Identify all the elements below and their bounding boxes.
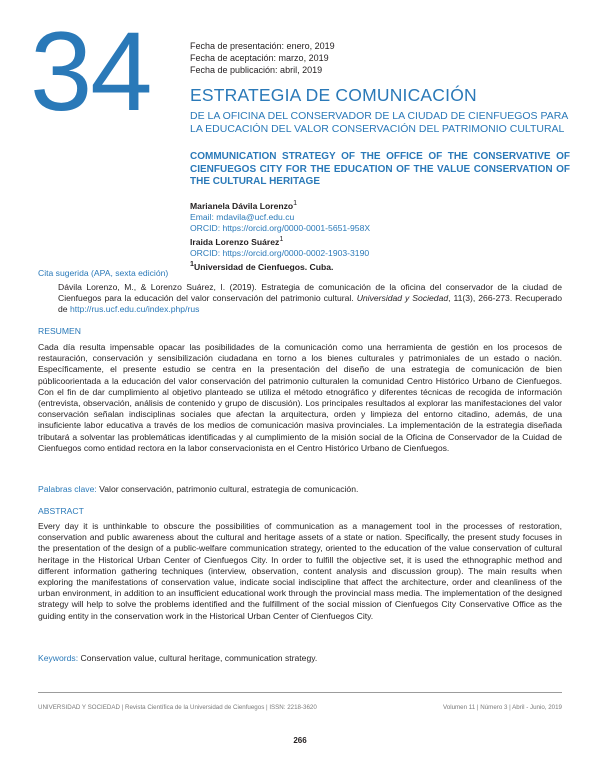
subtitle-spanish: DE LA OFICINA DEL CONSERVADOR DE LA CIUDAD DE CIENFUEGOS PARA LA EDUCACIÓN DEL VALOR CONSERVACIÓN DEL PATRIMONIO CULTURAL	[190, 110, 568, 135]
title-spanish: ESTRATEGIA DE COMUNICACIÓN	[190, 85, 477, 105]
orcid-1-label: ORCID:	[190, 222, 221, 233]
citation-url[interactable]: http://rus.ucf.edu.cu/index.php/rus	[69, 304, 200, 315]
article-number: 34	[30, 9, 151, 134]
keywords-english	[38, 653, 317, 663]
citation-journal: Universidad y Sociedad	[356, 293, 449, 304]
author-1	[190, 198, 370, 212]
keywords-spanish-text: Valor conservación, patrimonio cultural, estrategia de comunicación.	[99, 484, 359, 494]
author-2-name: Iraida Lorenzo Suárez	[190, 236, 280, 247]
author-1-orcid-line	[190, 223, 370, 234]
dates-block	[190, 40, 335, 76]
abstract-heading: ABSTRACT	[38, 506, 84, 516]
title-english: COMMUNICATION STRATEGY OF THE OFFICE OF THE CONSERVATIVE OF CIENFUEGOS CITY FOR THE EDUCATION OF THE VALUE CONSERVATION OF THE CULTURAL HERITAGE	[190, 151, 570, 187]
footer-divider	[38, 692, 562, 693]
keywords-spanish-label: Palabras clave:	[38, 484, 97, 494]
citation-text-end: , 11(3), 266-273. Recuperado de	[58, 293, 562, 315]
email-label: Email:	[190, 211, 214, 222]
orcid-2-link[interactable]: https://orcid.org/0000-0002-1903-3190	[222, 247, 370, 258]
citation-heading: Cita sugerida (APA, sexta edición)	[38, 268, 169, 278]
citation-text-start: Dávila Lorenzo, M., & Lorenzo Suárez, I. (2019). Estrategia de comunicación de la oficina del conservador de la ciudad de Cienfuegos para la educación del valor conservación del patrimonio cultural.	[58, 282, 562, 304]
author-1-email-line	[190, 212, 370, 223]
author-2	[190, 234, 370, 248]
email-link[interactable]: mdavila@ucf.edu.cu	[216, 211, 295, 222]
date-acceptance: Fecha de aceptación: marzo, 2019	[190, 53, 329, 63]
abstract-text: Every day it is unthinkable to obscure the possibilities of communication as a management tool in the processes of restoration, conservation and public awareness about the cultural and heritage assets of a state or nation. Specifically, the present study focuses in the presentation of the design of a public-welfare communication strategy, oriented to the education of the value conservation of cultural heritage in the Historical Urban Center of Cienfuegos City. In order to fulfill the objective set, it is used the ethnographic method and different information gathering techniques (interview, observation, content analysis and discussion group). The main results when exploring the manifestations of conservation value, indicate social indiscipline that affect the architecture, order and cleanliness of the urban environment, in addition to an insufficient educational work through the provincial mass media. The implementation of the designed strategy will help to solve the problems identified and the fulfillment of the social mission of Cienfuegos City Conservative Office as the guiding entity in the conservation work in the Historical Urban Center of Cienfuegos City.	[38, 521, 562, 621]
author-2-sup: 1	[279, 234, 284, 243]
footer-volume-info: Volumen 11 | Número 3 | Abril - Junio, 2019	[442, 704, 562, 711]
date-publication: Fecha de publicación: abril, 2019	[190, 65, 323, 75]
orcid-2-label: ORCID:	[190, 247, 221, 258]
citation-paragraph	[38, 282, 562, 316]
keywords-spanish	[38, 484, 358, 494]
keywords-english-label: Keywords:	[38, 653, 79, 663]
affiliation-text: Universidad de Cienfuegos. Cuba.	[193, 261, 334, 272]
orcid-1-link[interactable]: https://orcid.org/0000-0001-5651-958X	[222, 222, 371, 233]
author-2-orcid-line	[190, 248, 370, 259]
page-number: 266	[293, 736, 307, 745]
author-1-name: Marianela Dávila Lorenzo	[190, 200, 294, 211]
citation-text	[38, 282, 562, 316]
author-1-sup: 1	[293, 199, 298, 207]
footer-journal-info: UNIVERSIDAD Y SOCIEDAD | Revista Científica de la Universidad de Cienfuegos | ISSN: 2218-3620	[38, 704, 317, 711]
authors-block	[190, 198, 370, 273]
affiliation-sup: 1	[190, 259, 194, 268]
resumen-heading: RESUMEN	[38, 326, 81, 336]
keywords-english-text: Conservation value, cultural heritage, communication strategy.	[80, 653, 318, 663]
date-presentation: Fecha de presentación: enero, 2019	[190, 41, 335, 51]
affiliation	[190, 259, 370, 273]
resumen-text: Cada día resulta impensable opacar las posibilidades de la comunicación como una herramienta de gestión en los procesos de restauración, conservación y sensibilización ciudadana en torno a los bienes culturales y patrimoniales de un estado o nación. Específicamente, el presente estudio se centra en la presentación del diseño de una estrategia de comunicación de bien públicoorientada a la educación del valor conservación del patrimonio culturalen la comunidad Centro Histórico Urbano de Cienfuegos. Con el fin de dar cumplimiento al objetivo planteado se utiliza el método etnográfico y diferentes técnicas de recogida de información (entrevista, observación, análisis de contenido y grupo de discusión). Los principales resultados al explorar las manifestaciones del valor conservación señalan indisciplinas sociales que afectan la arquitectura, orden y limpieza del entorno citadino, además, de una insuficiente labor educativa a través de los medios de comunicación masiva provinciales. La implementación de la estrategia diseñada tributará a solventar las problemáticas identificadas y al cumplimiento de la misión social de la Oficina de Conservador de la Cuidad de Cienfuegos como entidad rectora en la labor conservacionista en el Centro Histórico Urbano de Cienfuegos.	[38, 342, 562, 453]
